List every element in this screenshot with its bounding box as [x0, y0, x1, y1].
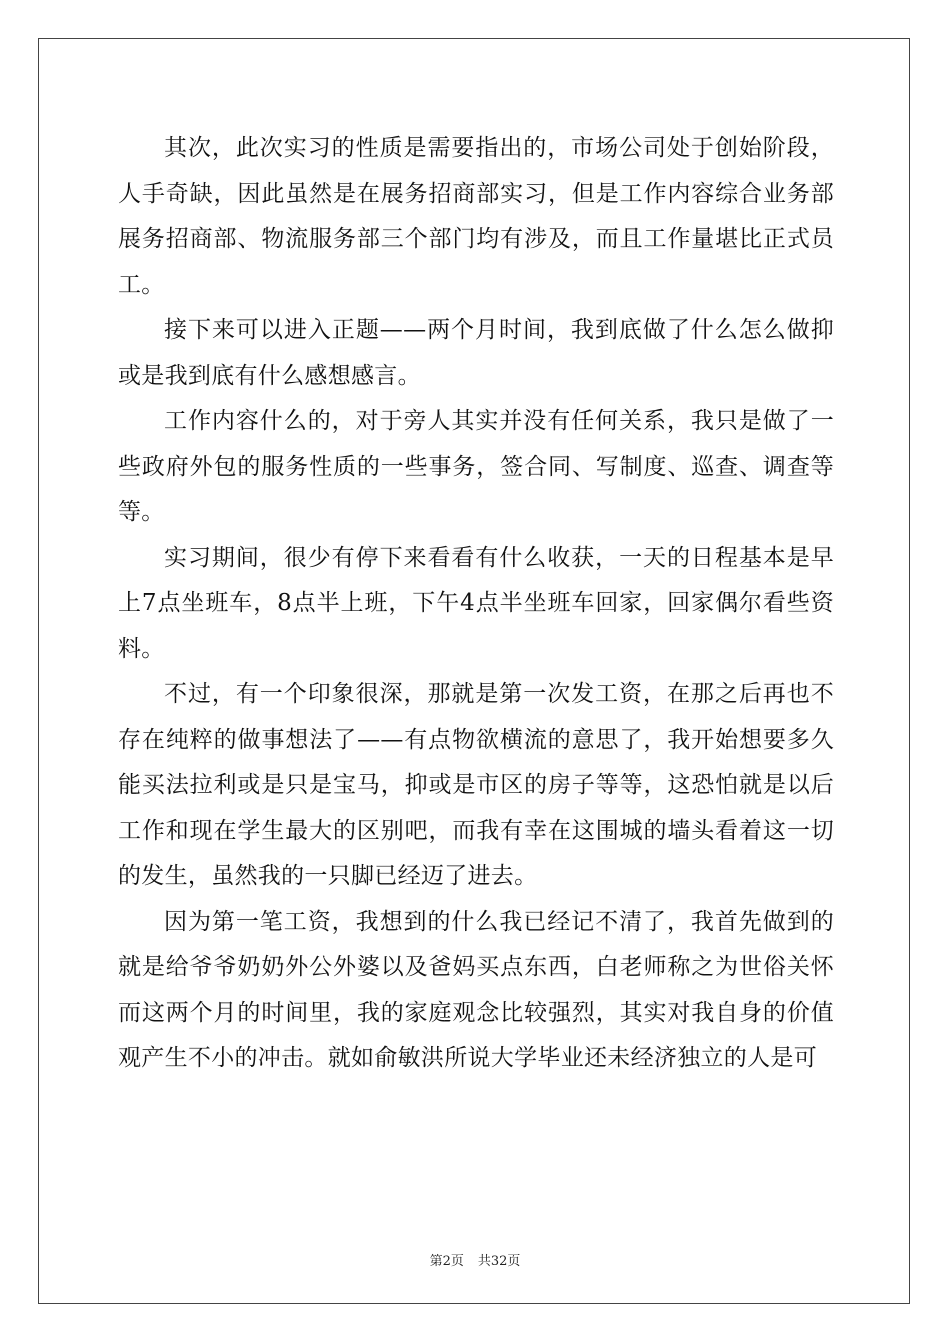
- paragraph-5: 不过，有一个印象很深，那就是第一次发工资，在那之后再也不存在纯粹的做事想法了——有点物欲横流的意思了，我开始想要多久能买法拉利或是只是宝马，抑或是市区的房子等等，这恐怕就是以后工作和现在学生最大的区别吧，而我有幸在这围城的墙头看着这一切的发生，虽然我的一只脚已经迈了进去。: [118, 681, 834, 889]
- paragraph-1: 其次，此次实习的性质是需要指出的，市场公司处于创始阶段，人手奇缺，因此虽然是在展务招商部实习，但是工作内容综合业务部展务招商部、物流服务部三个部门均有涉及，而且工作量堪比正式员工。: [118, 135, 834, 298]
- paragraph-4: 实习期间，很少有停下来看看有什么收获，一天的日程基本是早上7点坐班车，8点半上班，下午4点半坐班车回家，回家偶尔看些资料。: [118, 544, 834, 662]
- page-footer: [0, 1250, 950, 1269]
- page-total: 共32页: [477, 1254, 521, 1269]
- paragraph-2: 接下来可以进入正题——两个月时间，我到底做了什么怎么做抑或是我到底有什么感想感言。: [118, 317, 834, 389]
- document-body: [118, 126, 834, 1082]
- paragraph-3: 工作内容什么的，对于旁人其实并没有任何关系，我只是做了一些政府外包的服务性质的一些事务，签合同、写制度、巡查、调查等等。: [118, 408, 834, 525]
- page-number: 第2页: [429, 1254, 464, 1269]
- paragraph-6: 因为第一笔工资，我想到的什么我已经记不清了，我首先做到的就是给爷爷奶奶外公外婆以及爸妈买点东西，白老师称之为世俗关怀而这两个月的时间里，我的家庭观念比较强烈，其实对我自身的价值观产生不小的冲击。就如俞敏洪所说大学毕业还未经济独立的人是可: [118, 908, 834, 1071]
